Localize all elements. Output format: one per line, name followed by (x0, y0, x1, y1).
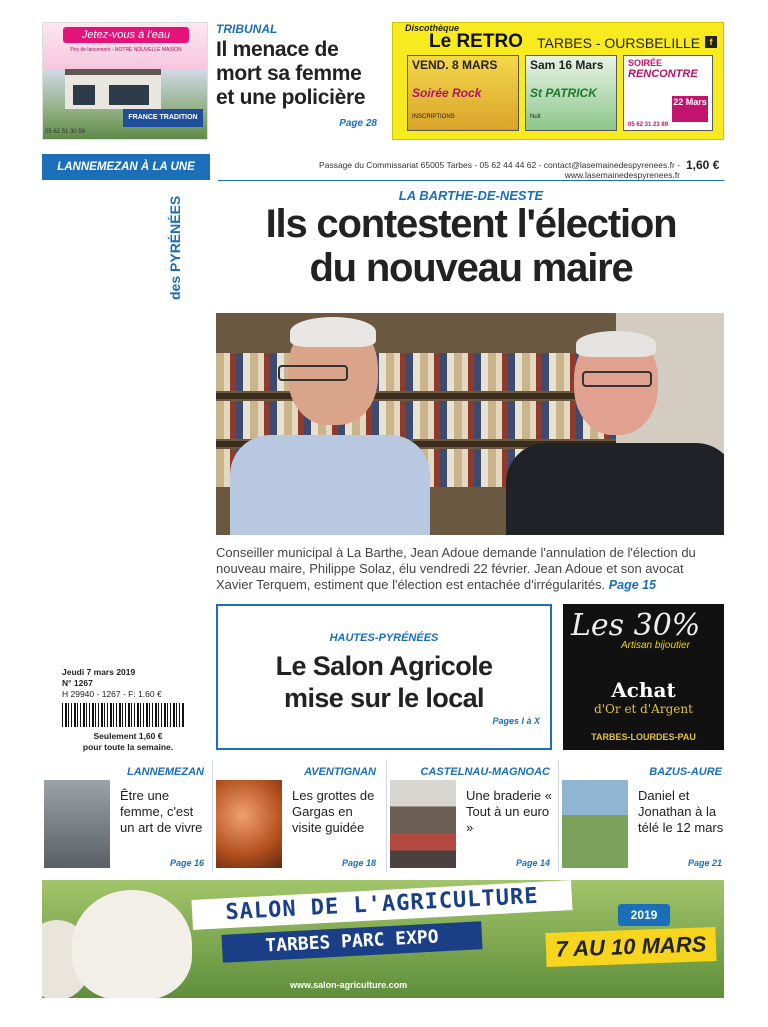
price-note-line-1: Seulement 1,60 € (93, 731, 163, 741)
lead-headline-line-2: du nouveau maire (309, 246, 633, 290)
issue-date: Jeudi 7 mars 2019 (62, 667, 136, 677)
section-banner[interactable]: LANNEMEZAN À LA UNE (42, 154, 210, 180)
lead-caption (216, 545, 724, 593)
retro-disco-ad[interactable] (392, 22, 724, 140)
retro-panel-1-date: VEND. 8 MARS (412, 58, 498, 72)
sheep-illustration (72, 890, 192, 998)
person-left (270, 317, 390, 535)
jeweller-cities: TARBES-LOURDES-PAU (591, 732, 696, 742)
teaser-photo (562, 780, 628, 868)
tribunal-title[interactable]: Il menace de mort sa femme et une policière (216, 38, 366, 109)
house-illustration (65, 69, 161, 109)
jeweller-tagline: Artisan bijoutier (621, 640, 690, 651)
jeweller-achat: Achat (611, 678, 676, 702)
salon-story[interactable] (216, 604, 552, 750)
teaser-photo (216, 780, 282, 868)
retro-panel-3-phone: 05 62 31 23 89 (628, 122, 669, 128)
price-note-line-2: pour toute la semaine. (82, 742, 174, 752)
teaser-kicker: LANNEMEZAN (127, 766, 204, 778)
divider (386, 760, 387, 872)
salon-title (218, 650, 550, 714)
house-ad-phone: 05 62 51 30 56 (45, 129, 86, 135)
salon-title-line-2: mise sur le local (284, 683, 484, 713)
issue-number: N° 1267 (62, 678, 93, 688)
jeweller-name: Les 30% (571, 608, 701, 643)
retro-disco-label: Discothèque (405, 23, 460, 33)
contact-line: Passage du Commissariat 65005 Tarbes - 05 62 44 44 62 - contact@lasemainedespyrenees.fr - www.lasemainedespyrenees.fr (319, 160, 680, 180)
tribunal-story[interactable] (216, 22, 381, 140)
divider (558, 760, 559, 872)
barcode (62, 703, 184, 727)
teaser-text: Daniel et Jonathan à la télé le 12 mars (638, 788, 724, 835)
teaser-castelnau-magnoac[interactable] (388, 758, 554, 874)
retro-panel-1-theme: Soirée Rock (412, 86, 482, 100)
teaser-page-ref[interactable]: Page 21 (687, 858, 722, 868)
lead-headline[interactable] (218, 202, 724, 290)
teaser-photo (44, 780, 110, 868)
divider (212, 760, 213, 872)
retro-panel-1 (407, 55, 519, 131)
tribunal-page-ref[interactable]: Page 28 (339, 118, 377, 129)
issue-price-note (58, 731, 198, 753)
agri-ad-year: 2019 (618, 904, 670, 926)
teaser-page-ref[interactable]: Page 16 (169, 858, 204, 868)
teaser-page-ref[interactable]: Page 18 (341, 858, 376, 868)
teaser-kicker: AVENTIGNAN (304, 766, 376, 778)
issue-info (62, 667, 192, 700)
agri-ad-title: SALON DE L'AGRICULTURE (191, 880, 572, 930)
agriculture-fair-ad[interactable] (42, 880, 724, 998)
retro-city: TARBES - OURSBELILLE (537, 35, 701, 51)
teaser-photo (390, 780, 456, 868)
jeweller-ad[interactable] (563, 604, 724, 750)
teaser-aventignan[interactable] (214, 758, 380, 874)
teaser-text: Les grottes de Gargas en visite guidée (292, 788, 375, 835)
agri-ad-website[interactable]: www.salon-agriculture.com (290, 980, 408, 990)
retro-panel-2-note: Nuit (530, 114, 541, 120)
issue-code: H 29940 - 1267 - F: 1.60 € (62, 689, 162, 699)
house-ad-brand: FRANCE TRADITION (123, 109, 203, 127)
lead-caption-text: Conseiller municipal à La Barthe, Jean Adoue demande l'annulation de l'élection du nouveau maire, Philippe Solaz, élu vendredi 22 février. Jean Adoue et son avocat Xavier Terquem, estiment que l'élection est entachée d'irrégularités. (216, 545, 696, 592)
retro-panel-2-theme: St PATRICK (530, 86, 597, 100)
retro-name: Le RETRO (429, 31, 523, 52)
jeweller-or-argent: d'Or et d'Argent (594, 702, 693, 716)
teaser-text: Être une femme, c'est un art de vivre (120, 788, 203, 835)
header-rule (218, 180, 724, 181)
retro-panel-1-note: INSCRIPTIONS (412, 114, 455, 120)
retro-panel-2-date: Sam 16 Mars (530, 58, 604, 72)
teaser-lannemezan[interactable] (42, 758, 208, 874)
logo-subtitle: des PYRÉNÉES (167, 195, 183, 300)
teaser-kicker: CASTELNAU-MAGNOAC (420, 766, 550, 778)
salon-title-line-1: Le Salon Agricole (275, 651, 493, 681)
cover-price: 1,60 € (686, 158, 720, 172)
retro-panel-3-label: SOIRÉE (628, 58, 663, 68)
facebook-icon: f (705, 36, 717, 48)
salon-kicker: HAUTES-PYRÉNÉES (329, 632, 439, 644)
lead-kicker: LA BARTHE-DE-NESTE (398, 188, 544, 203)
teaser-kicker: BAZUS-AURE (649, 766, 722, 778)
agri-ad-venue: TARBES PARC EXPO (221, 921, 482, 963)
retro-panel-2 (525, 55, 617, 131)
house-ad[interactable] (42, 22, 208, 140)
teaser-text: Une braderie « Tout à un euro » (466, 788, 552, 835)
tribunal-kicker: TRIBUNAL (216, 22, 278, 36)
house-ad-banner: Jetez-vous à l'eau (63, 27, 189, 43)
agri-ad-dates: 7 AU 10 MARS (545, 927, 716, 967)
lead-photo (216, 313, 724, 535)
retro-panel-3-theme: RENCONTRE (628, 68, 698, 80)
lead-page-ref[interactable]: Page 15 (608, 578, 657, 592)
retro-panel-3 (623, 55, 713, 131)
retro-panel-3-date: 22 Mars (672, 96, 708, 122)
lead-headline-line-1: Ils contestent l'élection (265, 202, 677, 246)
house-ad-subtitle: Prix de lancement - NOTRE NOUVELLE MAISON (70, 47, 182, 53)
teaser-page-ref[interactable]: Page 14 (515, 858, 550, 868)
teaser-bazus-aure[interactable] (560, 758, 726, 874)
salon-page-ref[interactable]: Pages I à X (492, 716, 540, 726)
person-right (546, 331, 686, 535)
